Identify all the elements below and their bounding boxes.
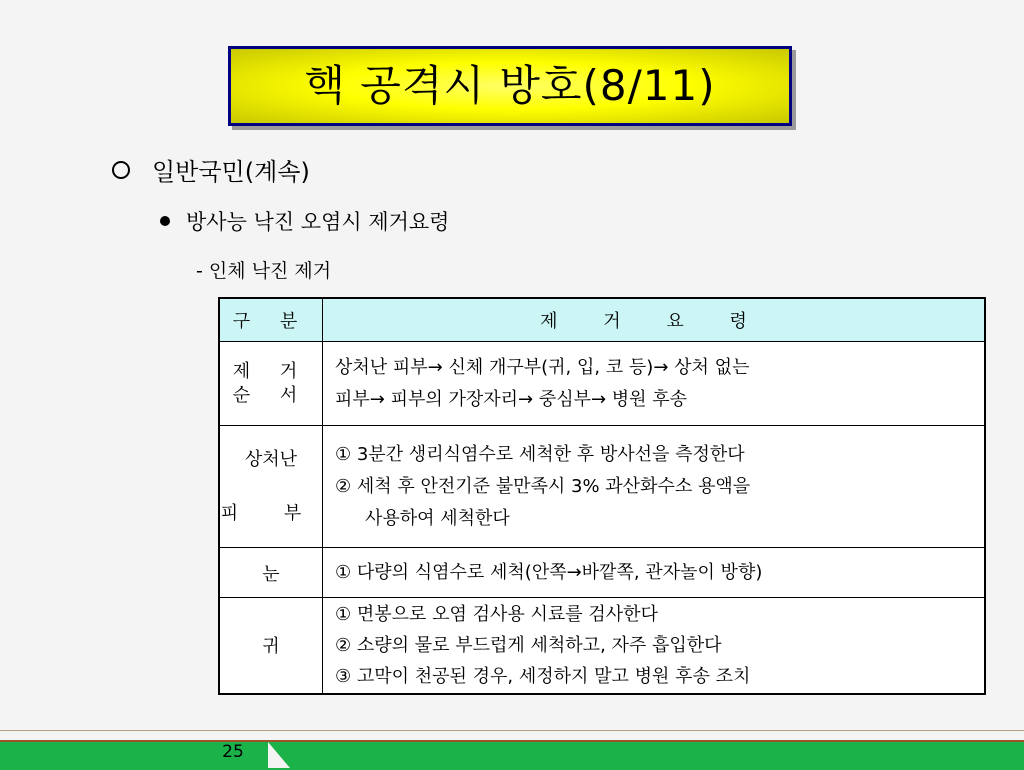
footer-notch: [268, 742, 290, 768]
bullet-level1: [112, 152, 310, 187]
subsubsection-heading: - 인체 낙진 제거: [196, 260, 332, 282]
row-content-line: 사용하여 세척한다: [365, 507, 510, 529]
table-row: [219, 426, 985, 548]
row-content-line: 상처난 피부→ 신체 개구부(귀, 입, 코 등)→ 상처 없는: [335, 356, 750, 378]
row-content-line: ① 면봉으로 오염 검사용 시료를 검사한다: [335, 603, 658, 625]
header-category: 구 분: [219, 298, 323, 342]
row-content-line: ① 3분간 생리식염수로 세척한 후 방사선을 측정한다: [335, 443, 745, 465]
removal-procedure-table: [218, 297, 986, 695]
row-content: [323, 342, 986, 426]
row-label: [219, 548, 323, 598]
row-label: [219, 598, 323, 694]
table-header-row: [219, 298, 985, 342]
row-content-line: 피부→ 피부의 가장자리→ 중심부→ 병원 후송: [335, 388, 688, 410]
table-row: [219, 548, 985, 598]
row-label-line: 눈: [262, 563, 280, 585]
row-content: [323, 426, 986, 548]
hollow-circle-bullet-icon: [112, 161, 130, 179]
row-label: [219, 426, 323, 548]
row-content: [323, 548, 986, 598]
row-content-line: ② 세척 후 안전기준 불만족시 3% 과산화수소 용액을: [335, 475, 751, 497]
page-number: 25: [222, 742, 244, 762]
table-row: [219, 342, 985, 426]
row-content-line: ③ 고막이 천공된 경우, 세정하지 말고 병원 후송 조치: [335, 665, 751, 687]
row-content-line: ① 다량의 식염수로 세척(안쪽→바깥쪽, 관자놀이 방향): [335, 561, 763, 583]
subsection-heading: 방사능 낙진 오염시 제거요령: [186, 210, 450, 234]
row-label-line: 상처난: [244, 448, 298, 470]
row-label-line: 피 부: [220, 502, 322, 524]
row-label: [219, 342, 323, 426]
slide-title: 핵 공격시 방호(8/11): [304, 61, 716, 110]
row-label-line: 제 거: [232, 360, 310, 382]
row-content: [323, 598, 986, 694]
row-content-line: ② 소량의 물로 부드럽게 세척하고, 자주 흡입한다: [335, 634, 722, 656]
bullet-level2: [160, 206, 449, 236]
footer-bar: [0, 740, 1024, 770]
table-row: [219, 598, 985, 694]
section-heading: 일반국민(계속): [152, 158, 310, 186]
filled-circle-bullet-icon: [160, 216, 170, 226]
slide-title-box: [228, 46, 792, 126]
row-label-line: 순 서: [232, 384, 310, 406]
row-label-line: 귀: [262, 636, 280, 658]
header-procedure: 제 거 요 령: [323, 298, 986, 342]
